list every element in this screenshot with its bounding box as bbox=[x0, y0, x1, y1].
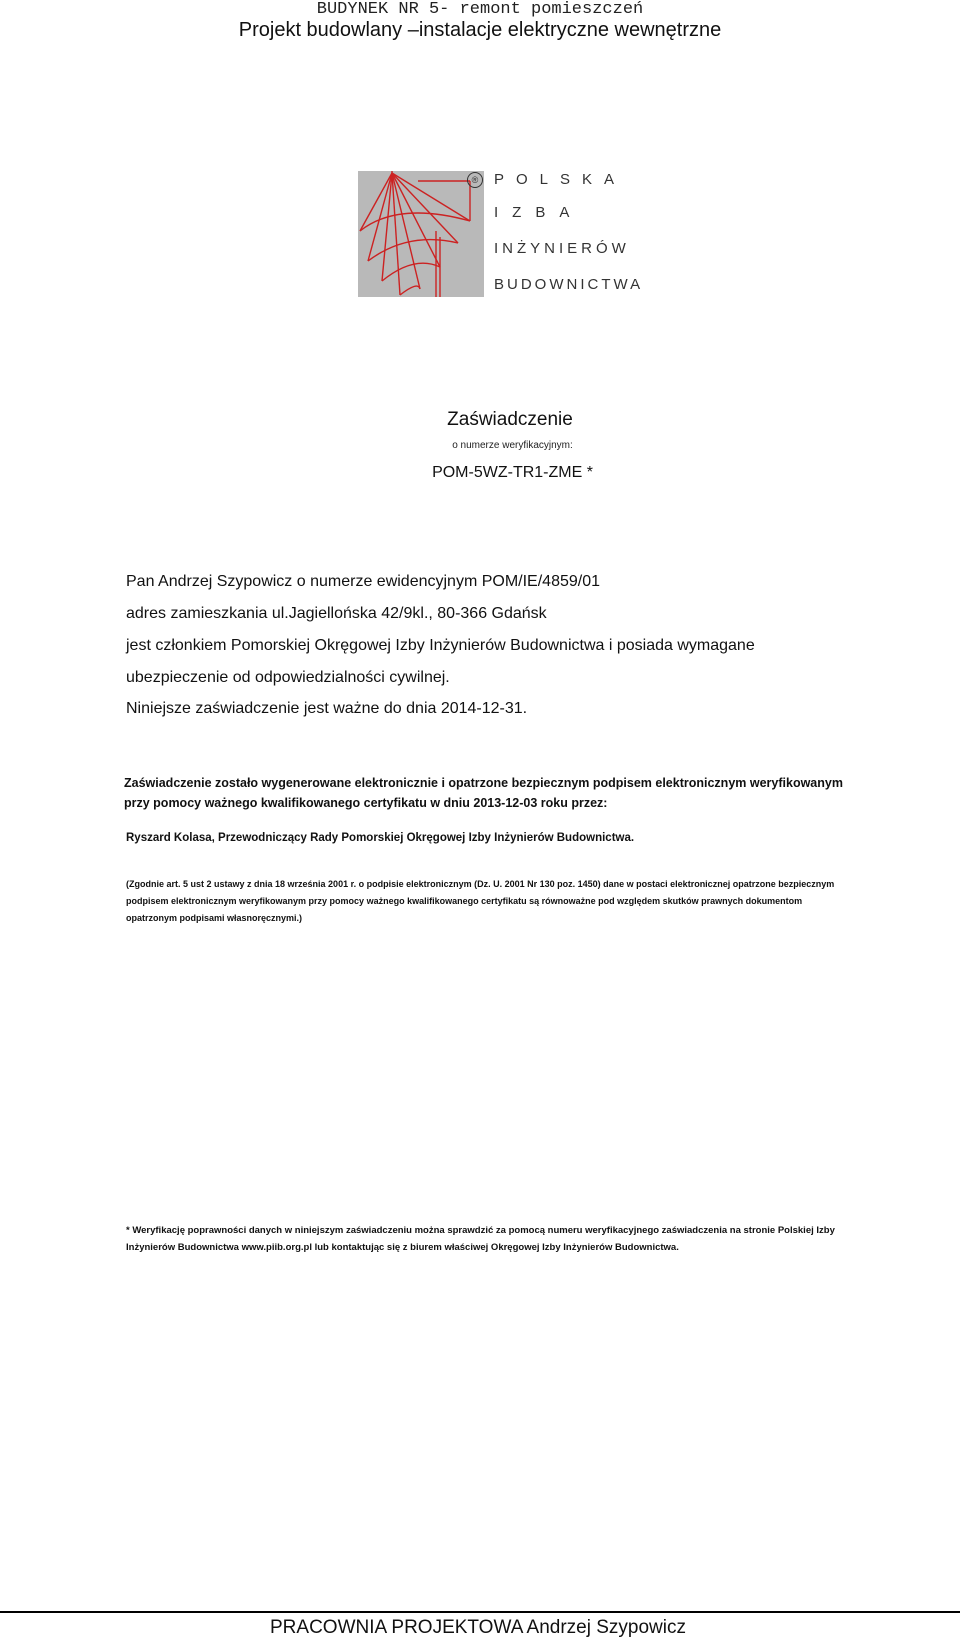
certificate-subtitle: o numerze weryfikacyjnym: bbox=[452, 440, 573, 451]
piib-logo-graphic bbox=[358, 171, 484, 297]
body-line-insurance: ubezpieczenie od odpowiedzialności cywilnej. bbox=[126, 669, 450, 686]
body-line-membership: jest członkiem Pomorskiej Okręgowej Izby Inżynierów Budownictwa i posiada wymagane bbox=[126, 637, 755, 654]
logo-text-line-4: BUDOWNICTWA bbox=[494, 276, 644, 293]
logo-text-line-1: POLSKA bbox=[494, 171, 627, 188]
legal-note: (Zgodnie art. 5 ust 2 ustawy z dnia 18 września 2001 r. o podpisie elektronicznym (Dz. U. 2001 Nr 130 poz. 1450) dane w postaci elektronicznej opatrzone bezpiecznym podpisem elektronicznym weryfikowanym przy pomocy ważnego kwalifikowanego certyfikatu są równoważne pod względem skutków prawnych dokumentom opatrzonym podpisami własnoręcznymi.) bbox=[126, 879, 835, 923]
registered-trademark-mark: ® bbox=[467, 172, 483, 188]
body-line-address: adres zamieszkania ul.Jagiellońska 42/9kl., 80-366 Gdańsk bbox=[126, 605, 547, 622]
logo-text-line-3: INŻYNIERÓW bbox=[494, 240, 630, 257]
signer-line: Ryszard Kolasa, Przewodniczący Rady Pomorskiej Okręgowej Izby Inżynierów Budownictwa. bbox=[126, 832, 635, 844]
page-footer: PRACOWNIA PROJEKTOWA Andrzej Szypowicz bbox=[270, 1617, 686, 1638]
certificate-title: Zaświadczenie bbox=[447, 409, 573, 430]
running-header-subtitle: Projekt budowlany –instalacje elektryczne wewnętrzne bbox=[238, 19, 722, 41]
verification-footnote: * Weryfikację poprawności danych w niniejszym zaświadczeniu można sprawdzić za pomocą numeru weryfikacyjnego zaświadczenia na stronie Polskiej Izby Inżynierów Budownictwa www.piib.org.pl lub kontaktując się z biurem właściwej Okręgowej Izby Inżynierów Budownictwa. bbox=[126, 1225, 835, 1253]
body-line-validity: Niniejsze zaświadczenie jest ważne do dnia 2014-12-31. bbox=[126, 700, 528, 717]
logo-text-line-2: IZBA bbox=[494, 204, 584, 221]
footer-divider bbox=[0, 1611, 960, 1613]
verification-number: POM-5WZ-TR1-ZME * bbox=[432, 464, 593, 481]
piib-logo-lines bbox=[358, 171, 484, 297]
running-header-title: BUDYNEK NR 5- remont pomieszczeń bbox=[316, 0, 644, 19]
body-line-member: Pan Andrzej Szypowicz o numerze ewidencyjnym POM/IE/4859/01 bbox=[126, 573, 601, 590]
generation-statement: Zaświadczenie zostało wygenerowane elektronicznie i opatrzone bezpiecznym podpisem elektronicznym weryfikowanym przy pomocy ważnego kwalifikowanego certyfikatu w dniu 2013-12-03 roku przez: bbox=[124, 776, 843, 810]
